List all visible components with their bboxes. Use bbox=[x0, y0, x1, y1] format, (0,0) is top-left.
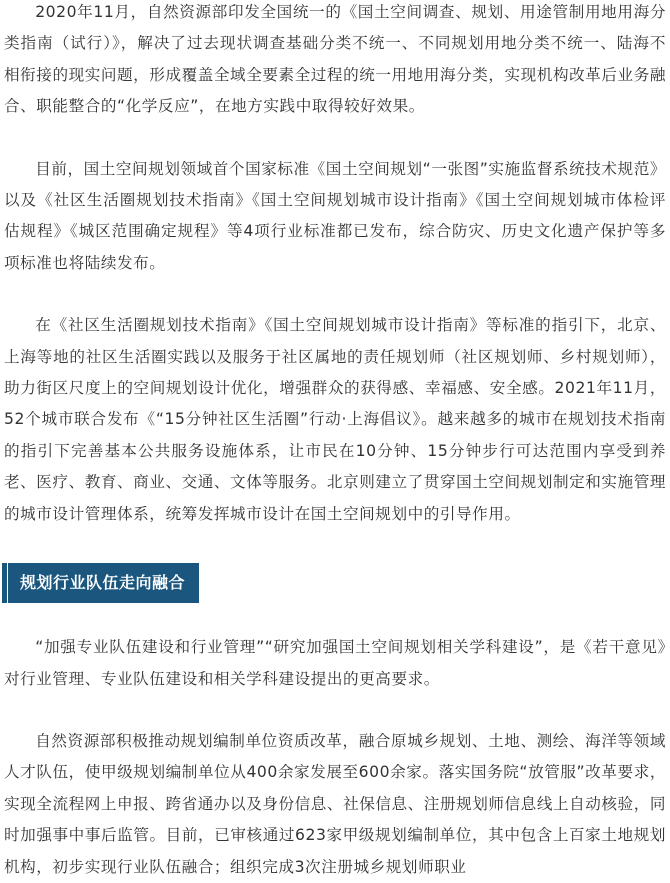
paragraph-standards: 目前，国土空间规划领域首个国家标准《国土空间规划“一张图”实施监督系统技术规范》以及《社区生活圈规划技术指南》《国土空间规划城市设计指南》《国土空间规划城市体检评估规程》《城区范围确定规程》等4项行业标准都已发布，综合防灾、历史文化遗产保护等多项标准也将陆续发布。 bbox=[4, 159, 666, 272]
paragraph-spacer bbox=[0, 530, 670, 561]
paragraph-spacer bbox=[0, 279, 670, 310]
paragraph-spacer bbox=[0, 695, 670, 726]
section-heading-wrapper bbox=[0, 563, 670, 605]
paragraph-land-sea-classification: 2020年11月，自然资源部印发全国统一的《国土空间调查、规划、用途管制用地用海分类指南（试行）》，解决了过去现状调查基础分类不统一、不同规划用地分类不统一、陆海不相衔接的现实问题，形成覆盖全域全要素全过程的统一用地用海分类，实现机构改革后业务融合、职能整合的“化学反应”，在地方实践中取得较好效果。 bbox=[4, 3, 666, 116]
section-heading bbox=[8, 563, 199, 603]
section-heading-accent-bar bbox=[2, 563, 7, 603]
section-heading-text: 规划行业队伍走向融合 bbox=[20, 573, 186, 593]
paragraph-team-building: “加强专业队伍建设和行业管理”“研究加强国土空间规划相关学科建设”，是《若干意见》对行业管理、专业队伍建设和相关学科建设提出的更高要求。 bbox=[4, 638, 666, 688]
paragraph-spacer bbox=[0, 605, 670, 632]
paragraph-spacer bbox=[0, 123, 670, 154]
paragraph-community-life-circle: 在《社区生活圈规划技术指南》《国土空间规划城市设计指南》等标准的指引下，北京、上海等地的社区生活圈实践以及服务于社区属地的责任规划师（社区规划师、乡村规划师），助力街区尺度上的空间规划设计优化，增强群众的获得感、幸福感、安全感。2021年11月，52个城市联合发布《“15分钟社区生活圈”行动·上海倡议》。越来越多的城市在规划技术指南的指引下完善基本公共服务设施体系，让市民在10分钟、15分钟步行可达范围内享受到养老、医疗、教育、商业、交通、文体等服务。北京则建立了贯穿国土空间规划制定和实施管理的城市设计管理体系，统筹发挥城市设计在国土空间规划中的引导作用。 bbox=[4, 316, 666, 523]
paragraph-qualification-reform: 自然资源部积极推动规划编制单位资质改革，融合原城乡规划、土地、测绘、海洋等领域人才队伍，使甲级规划编制单位从400余家发展至600余家。落实国务院“放管服”改革要求，实现全流程网上申报、跨省通办以及身份信息、社保信息、注册规划师信息线上自动核验，同时加强事中事后监管。目前，已审核通过623家甲级规划编制单位，其中包含上百家土地规划机构，初步实现行业队伍融合；组织完成3次注册城乡规划师职业 bbox=[4, 731, 666, 876]
